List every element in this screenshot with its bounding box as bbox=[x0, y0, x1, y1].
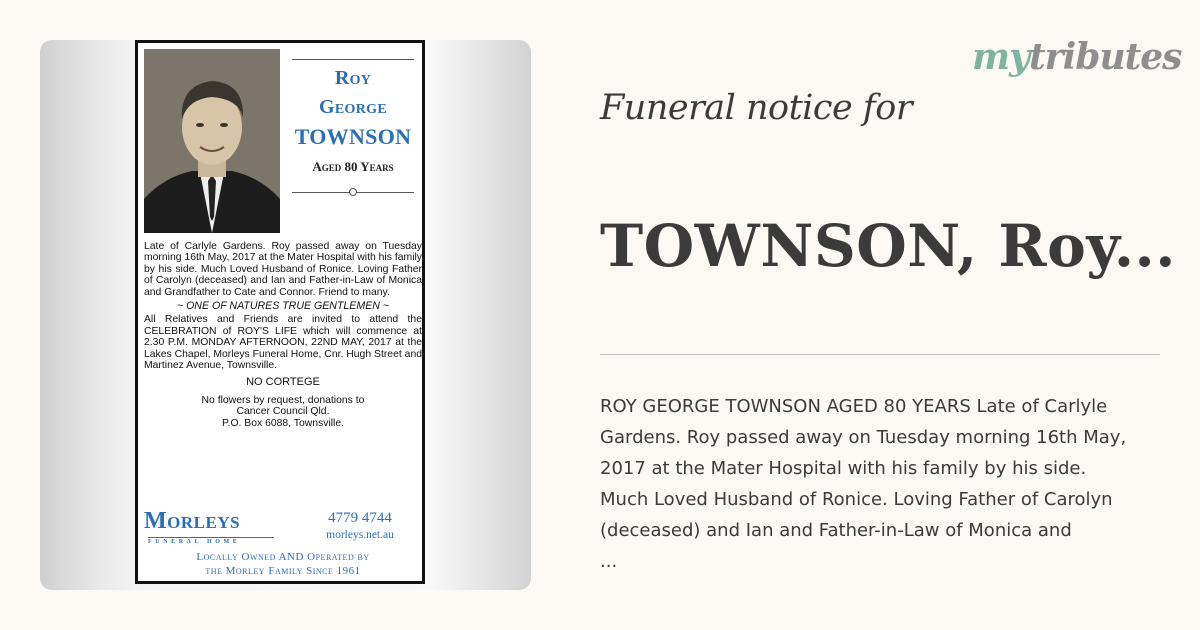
divider bbox=[600, 354, 1160, 355]
excerpt-ellipsis: ... bbox=[600, 551, 618, 572]
excerpt-line: ROY GEORGE TOWNSON AGED 80 YEARS Late of Carlyle bbox=[600, 396, 1108, 417]
excerpt-line: Gardens. Roy passed away on Tuesday morning 16th May, bbox=[600, 427, 1127, 448]
ornament-divider bbox=[292, 185, 414, 199]
notice-paragraph-2: All Relatives and Friends are invited to attend the CELEBRATION of ROY'S LIFE which will commence at 2.30 P.M. MONDAY AFTERNOON, 22ND MAY, 2017 at the Lakes Chapel, Morleys Funeral Home, Cnr. Hugh Street and Martinez Avenue, Townsville. bbox=[144, 314, 422, 372]
flowers-line-2: Cancer Council Qld. bbox=[236, 406, 330, 418]
middle-name: George bbox=[319, 96, 387, 118]
funeral-notice-clipping bbox=[135, 40, 425, 584]
funeral-home-logo: Morleys bbox=[144, 508, 241, 534]
surname: TOWNSON bbox=[294, 124, 412, 149]
logo-tributes: tributes bbox=[1029, 36, 1182, 78]
notice-paragraph-1: Late of Carlyle Gardens. Roy passed away on Tuesday morning 16th May, 2017 at the Mater Hospital with his family by his side. Much Loved Husband of Ronice. Loving Father of Carolyn (deceased) and Ian and Father-in-Law of Monica and Grandfather to Cate and Connor. Friend to many. bbox=[144, 241, 422, 298]
funeral-home-website: morleys.net.au bbox=[326, 529, 394, 541]
flowers-line-3: P.O. Box 6088, Townsville. bbox=[221, 417, 345, 429]
notice-quote: ~ ONE OF NATURES TRUE GENTLEMEN ~ bbox=[176, 300, 390, 313]
excerpt-line: 2017 at the Mater Hospital with his family by his side. bbox=[600, 458, 1087, 479]
notice-excerpt bbox=[600, 391, 1190, 577]
page-subtitle: Funeral notice for bbox=[600, 88, 913, 128]
funeral-home-phone: 4779 4744 bbox=[328, 510, 392, 526]
portrait-photo bbox=[144, 49, 280, 233]
tagline-line-1: Locally Owned AND Operated by bbox=[196, 551, 370, 563]
flowers-line-1: No flowers by request, donations to bbox=[201, 394, 365, 406]
page-title: TOWNSON, Roy... bbox=[600, 212, 1176, 280]
funeral-home-sub: FUNERAL HOME bbox=[148, 537, 274, 545]
tagline-line-2: the Morley Family Since 1961 bbox=[205, 565, 361, 577]
divider bbox=[292, 59, 414, 60]
notice-body bbox=[144, 241, 422, 429]
locally-owned-tagline bbox=[144, 550, 422, 578]
deceased-name-block bbox=[284, 55, 422, 199]
logo-my: my bbox=[972, 36, 1030, 78]
cortege-note: NO CORTEGE bbox=[246, 376, 320, 389]
notice-image-panel bbox=[40, 40, 531, 590]
excerpt-line: (deceased) and Ian and Father-in-Law of Monica and bbox=[600, 520, 1072, 541]
excerpt-line: Much Loved Husband of Ronice. Loving Father of Carolyn bbox=[600, 489, 1113, 510]
first-name: Roy bbox=[334, 67, 372, 89]
age-label: Aged 80 Years bbox=[312, 159, 394, 174]
portrait-image bbox=[144, 49, 280, 233]
mytributes-logo[interactable] bbox=[972, 36, 1182, 78]
